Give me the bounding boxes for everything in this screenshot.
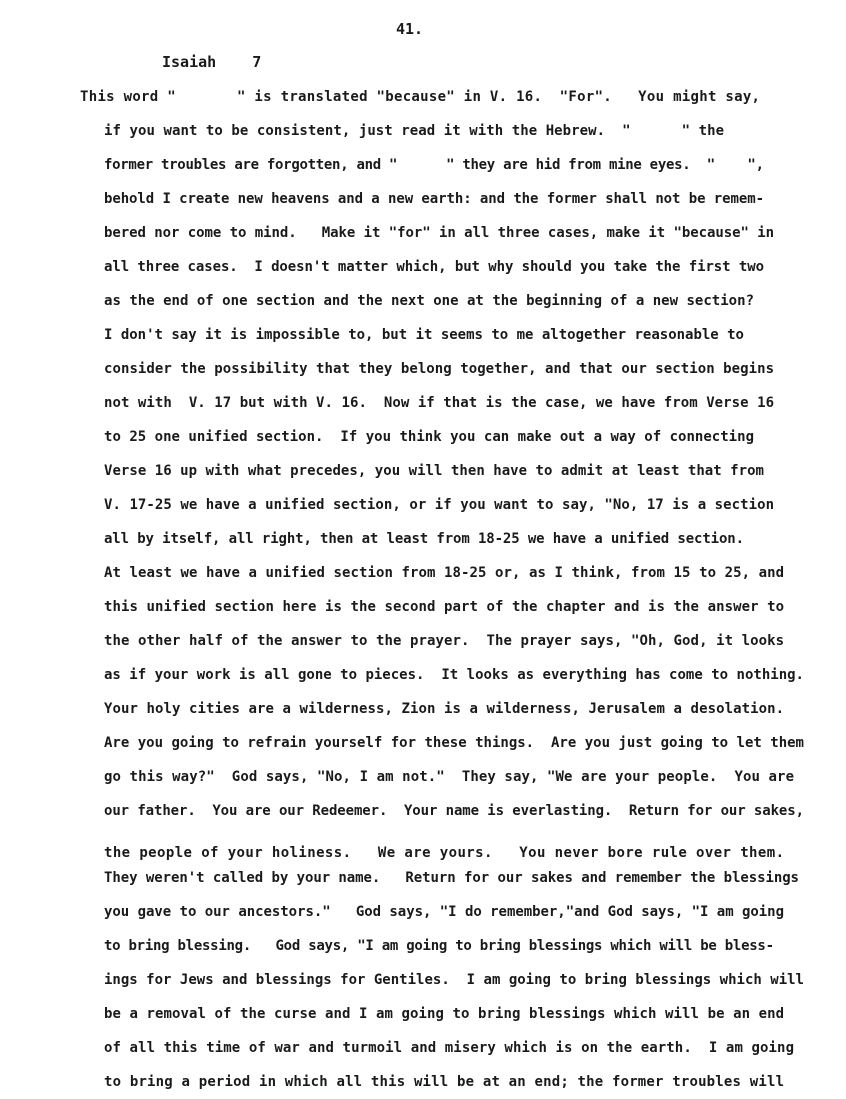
text-line: bered nor come to mind. Make it "for" in all three cases, make it "because" in bbox=[104, 225, 774, 241]
text-line: if you want to be consistent, just read it with the Hebrew. " " the bbox=[104, 123, 725, 139]
text-line: to bring a period in which all this will be at an end; the former troubles will bbox=[104, 1074, 785, 1090]
section-heading: Isaiah 7 bbox=[162, 53, 262, 71]
text-line: They weren't called by your name. Return for our sakes and remember the blessings bbox=[104, 870, 799, 886]
text-line: V. 17-25 we have a unified section, or if you want to say, "No, 17 is a section bbox=[104, 497, 775, 513]
text-line: At least we have a unified section from 18-25 or, as I think, from 15 to 25, and bbox=[104, 565, 785, 581]
text-line: go this way?" God says, "No, I am not." They say, "We are your people. You are bbox=[104, 769, 795, 785]
text-line: you gave to our ancestors." God says, "I do remember,"and God says, "I am going bbox=[104, 904, 784, 920]
text-line: as if your work is all gone to pieces. It looks as everything has come to nothing. bbox=[104, 667, 804, 683]
text-line: be a removal of the curse and I am going to bring blessings which will be an end bbox=[104, 1006, 785, 1022]
text-line: This word " " is translated "because" in V. 16. "For". You might say, bbox=[80, 89, 761, 105]
text-line: all by itself, all right, then at least from 18-25 we have a unified section. bbox=[104, 531, 744, 547]
text-line: as the end of one section and the next one at the beginning of a new section? bbox=[104, 293, 755, 309]
text-line: to bring blessing. God says, "I am going to bring blessings which will be bless- bbox=[104, 938, 774, 954]
text-line: all three cases. I doesn't matter which, but why should you take the first two bbox=[104, 259, 764, 275]
text-line: former troubles are forgotten, and " " they are hid from mine eyes. " ", bbox=[104, 157, 764, 173]
text-line: consider the possibility that they belong together, and that our section begins bbox=[104, 361, 775, 377]
text-line: our father. You are our Redeemer. Your name is everlasting. Return for our sakes, bbox=[104, 803, 804, 819]
text-line: behold I create new heavens and a new earth: and the former shall not be remem- bbox=[104, 191, 764, 207]
text-line: this unified section here is the second part of the chapter and is the answer to bbox=[104, 599, 785, 615]
text-line: Verse 16 up with what precedes, you will then have to admit at least that from bbox=[104, 463, 765, 479]
text-line: I don't say it is impossible to, but it seems to me altogether reasonable to bbox=[104, 327, 744, 343]
text-line: Are you going to refrain yourself for these things. Are you just going to let them bbox=[104, 735, 804, 751]
text-line: the other half of the answer to the prayer. The prayer says, "Oh, God, it looks bbox=[104, 633, 785, 649]
text-line: the people of your holiness. We are yours. You never bore rule over them. bbox=[104, 845, 785, 861]
page-number: 41. bbox=[396, 20, 424, 38]
text-line: not with V. 17 but with V. 16. Now if that is the case, we have from Verse 16 bbox=[104, 395, 775, 411]
text-line: to 25 one unified section. If you think you can make out a way of connecting bbox=[104, 429, 755, 445]
text-line: of all this time of war and turmoil and misery which is on the earth. I am going bbox=[104, 1040, 795, 1056]
text-line: Your holy cities are a wilderness, Zion is a wilderness, Jerusalem a desolation. bbox=[104, 701, 785, 717]
text-line: ings for Jews and blessings for Gentiles. I am going to bring blessings which will bbox=[104, 972, 804, 988]
